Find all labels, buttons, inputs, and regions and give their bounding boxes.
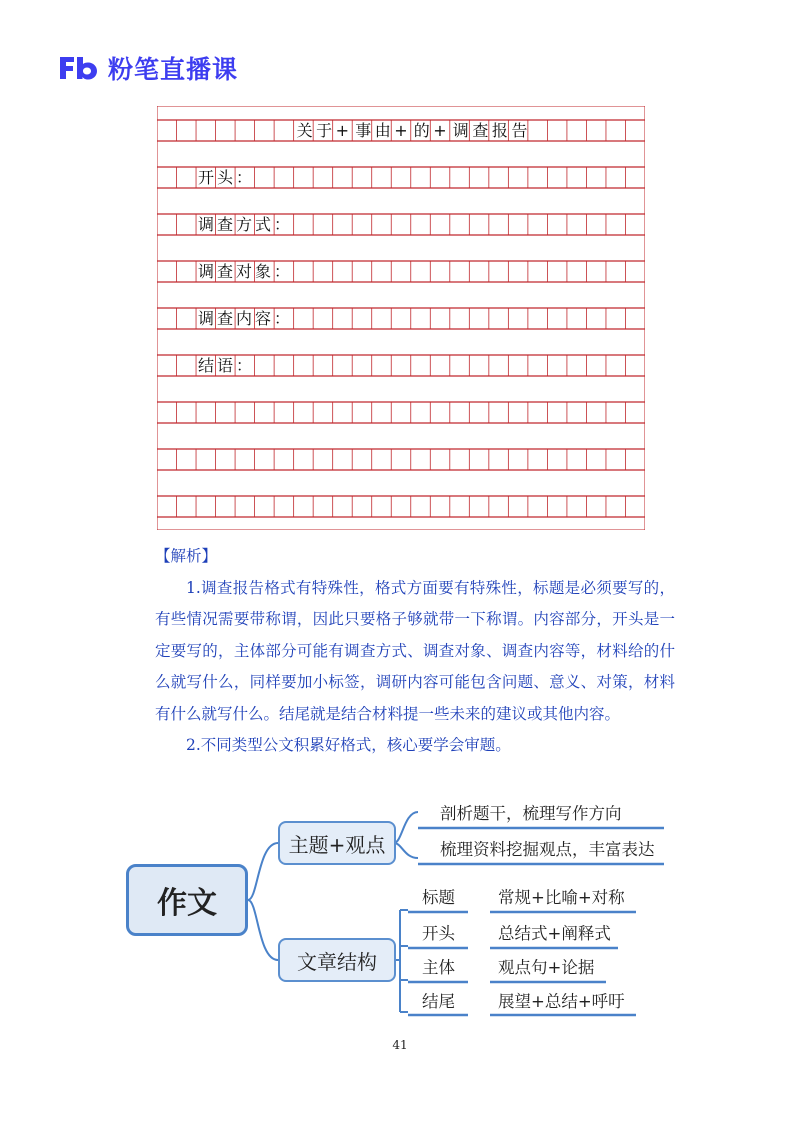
brand-logo bbox=[56, 52, 238, 84]
section-label: 开头： bbox=[198, 168, 256, 187]
fb-logo-icon bbox=[56, 53, 100, 83]
essay-mindmap bbox=[118, 788, 678, 1028]
section-label: 调查方式： bbox=[198, 215, 294, 234]
title-cell-char: 报 bbox=[491, 121, 508, 140]
section-label: 结语： bbox=[198, 356, 256, 375]
title-cell-char: 事 bbox=[355, 121, 372, 140]
title-cell-char: 由 bbox=[374, 121, 391, 140]
branch-structure: 文章结构 bbox=[278, 938, 396, 982]
structure-value-opening: 总结式+阐释式 bbox=[498, 924, 611, 943]
title-cell-char: 告 bbox=[511, 121, 528, 140]
analysis-heading: 【解析】 bbox=[155, 547, 218, 565]
title-cell-char: 关 bbox=[296, 121, 313, 140]
structure-key-title: 标题 bbox=[422, 888, 455, 907]
structure-key-opening: 开头 bbox=[422, 924, 455, 943]
title-cell-char: 调 bbox=[452, 121, 469, 140]
title-cell-char: + bbox=[394, 121, 408, 140]
title-cell-char: + bbox=[335, 121, 350, 140]
structure-key-ending: 结尾 bbox=[422, 992, 455, 1011]
theme-item-1: 剖析题干，梳理写作方向 bbox=[440, 804, 622, 823]
mindmap-root: 作文 bbox=[126, 864, 248, 936]
brand-name: 粉笔直播课 bbox=[108, 55, 239, 84]
structure-value-ending: 展望+总结+呼吁 bbox=[498, 992, 625, 1011]
analysis-paragraph-2: 2.不同类型公文积累好格式，核心要学会审题。 bbox=[186, 736, 511, 754]
analysis-paragraph-1: 1.调查报告格式有特殊性，格式方面要有特殊性，标题是必须要写的，有些情况需要带称谓，因此只要格子够就带一下称谓。内容部分，开头是一定要写的，主体部分可能有调查方式、调查对象、调查内容等，材料给的什么就写什么，同样要加小标签，调研内容可能包含问题、意义、对策，材料有什么就写什么。结尾就是结合材料提一些未来的建议或其他内容。 bbox=[155, 578, 675, 723]
title-cell-char: 于 bbox=[316, 121, 333, 140]
title-cell-char: + bbox=[433, 121, 447, 140]
section-label: 调查内容： bbox=[198, 309, 294, 328]
title-cell-char: 查 bbox=[472, 121, 489, 140]
page-number: 41 bbox=[392, 1038, 408, 1052]
writing-grid bbox=[157, 106, 645, 530]
structure-key-body: 主体 bbox=[422, 958, 455, 977]
structure-value-title: 常规+比喻+对称 bbox=[498, 888, 625, 907]
branch-theme: 主题+观点 bbox=[278, 821, 396, 865]
section-label: 调查对象： bbox=[198, 262, 294, 281]
title-cell-char: 的 bbox=[413, 121, 430, 140]
analysis-section bbox=[155, 541, 675, 762]
structure-value-body: 观点句+论据 bbox=[498, 958, 595, 977]
theme-item-2: 梳理资料挖掘观点，丰富表达 bbox=[440, 840, 655, 859]
